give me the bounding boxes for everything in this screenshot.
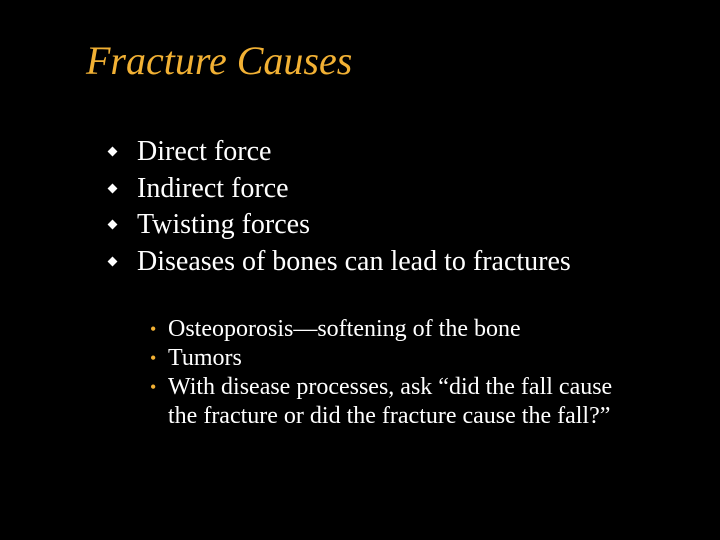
sub-bullet-item [150, 344, 612, 373]
sub-bullet-text: Tumors [168, 345, 242, 371]
bullet-text: Twisting forces [137, 209, 311, 240]
sub-bullet-list [150, 315, 612, 431]
bullet-text: Direct force [137, 136, 272, 167]
sub-bullet-text: Osteoporosis—softening of the bone [168, 316, 521, 342]
sub-bullet-text-continued: the fracture or did the fracture cause the fall?” [168, 403, 611, 429]
diamond-bullet-icon [108, 183, 118, 193]
sub-bullet-item [150, 315, 612, 344]
bullet-text: Indirect force [137, 172, 289, 204]
dot-bullet-icon: • [150, 319, 157, 339]
bullet-item [108, 207, 571, 244]
diamond-bullet-icon [108, 256, 118, 266]
sub-bullet-text: With disease processes, ask “did the fall cause [168, 374, 613, 400]
bullet-item [108, 244, 571, 281]
diamond-bullet-icon [108, 147, 118, 157]
bullet-item [108, 134, 571, 171]
slide-title: Fracture Causes [86, 38, 353, 83]
bullet-item [108, 171, 571, 208]
dot-bullet-icon: • [150, 348, 157, 368]
bullet-list [108, 134, 571, 280]
bullet-text: Diseases of bones can lead to fractures [137, 245, 571, 277]
dot-bullet-icon: • [150, 377, 157, 397]
sub-bullet-item [150, 373, 612, 431]
diamond-bullet-icon [108, 220, 118, 230]
